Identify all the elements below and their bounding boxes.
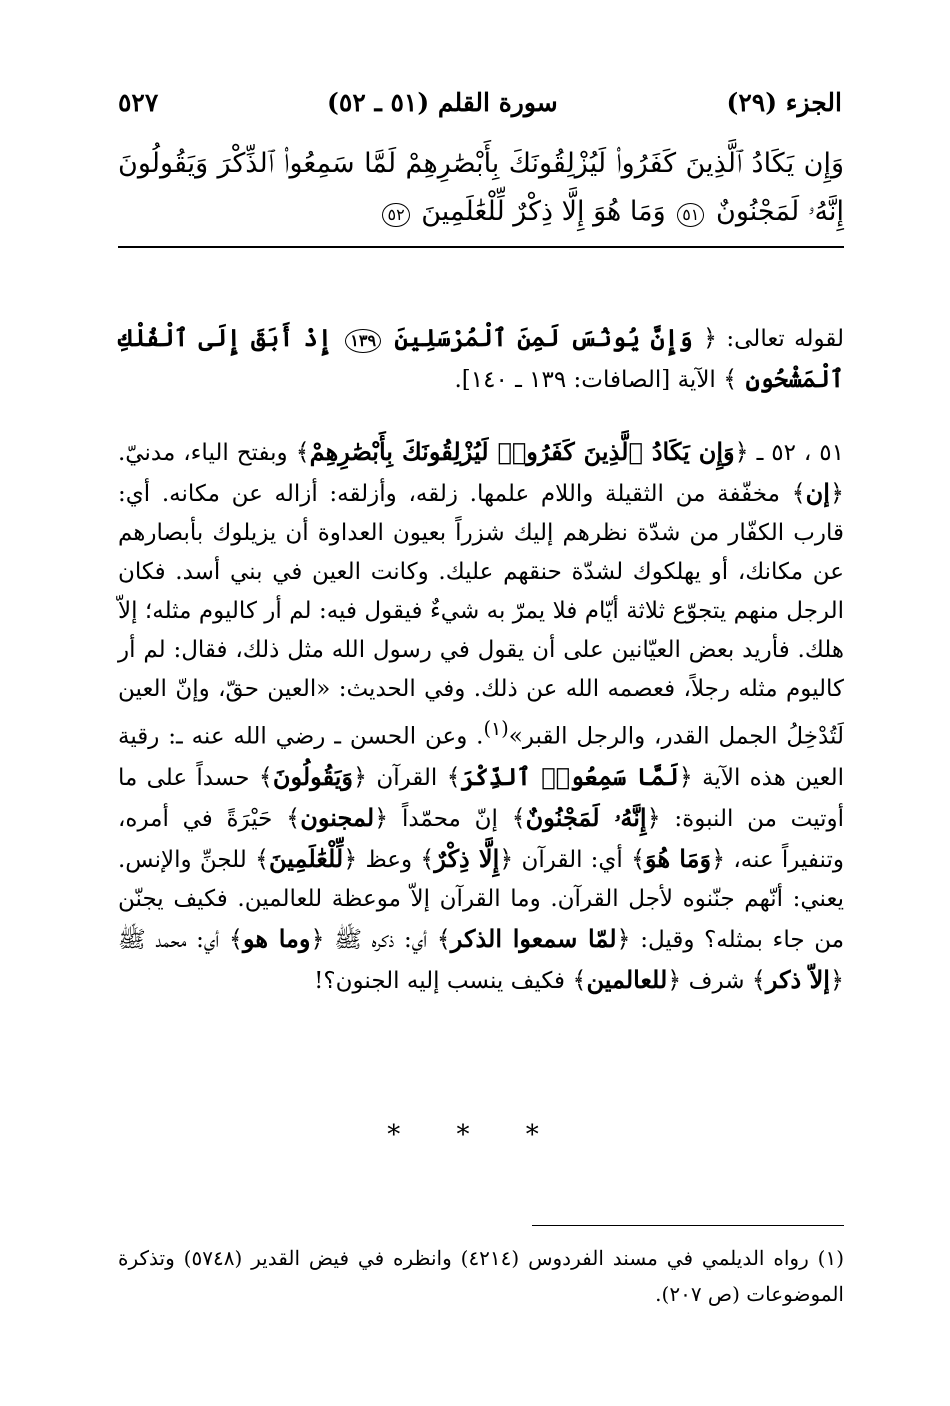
ayah-number-52: ٥٢ [382,203,409,227]
page-number: ٥٢٧ [118,87,159,117]
quran-quote: ﴿للعالمين﴾ [572,964,682,994]
quran-quote: ﴿إِلَّا ذِكْرٌ﴾ [420,843,514,873]
commentary-text: حَيْرَةً في أمره، وتنفيراً عنه، [118,805,845,873]
commentary-paragraph-1 [118,318,844,400]
quran-quote: ﴿لِّلْعَٰلَمِينَ﴾ [254,843,358,873]
footnote-reference[interactable]: (١) [483,717,509,740]
commentary-text: وبفتح الياء، مدنيّ. [118,440,288,466]
commentary-text: إنّ محمّداً [401,805,498,832]
section-separator: * * * [387,1120,563,1150]
commentary-text: فكيف ينسب إليه الجنون؟! [314,967,566,994]
verse-text-52: وَمَا هُوَ إِلَّا ذِكْرٌ لِّلْعَٰلَمِينَ [421,196,666,227]
quran-quote: ﴿لَمَّا سَمِعُوا۟ ٱلذِّكْرَ﴾ [446,761,693,791]
ayah-number: ١٣٩ [345,329,381,353]
verse-divider [118,246,844,248]
quran-verse-block [118,140,844,236]
commentary-paragraph-2 [118,432,844,1001]
quran-quote: ﴿إلاّ ذكر﴾ [751,964,844,994]
quran-quote: ﴿وَإِن يَكَادُ ٱلَّذِينَ كَفَرُوا۟ لَيُزْلِقُونَكَ بِأَبْصَٰرِهِمْ﴾ [295,437,749,466]
commentary-text: أي: محمد ﷺ [118,926,220,953]
verse-text-51: وَإِن يَكَادُ ٱلَّذِينَ كَفَرُوا۟ لَيُزْلِقُونَكَ بِأَبْصَٰرِهِمْ لَمَّا سَمِعُوا۟ ٱلذِّكْرَ وَيَقُولُونَ إِنَّهُۥ لَمَجْنُونٌ [118,148,844,227]
juz-label: الجزء (٢٩) [726,87,842,117]
quran-quote: ﴿لمجنون﴾ [286,802,389,832]
quran-quote: ﴿ وَإِنَّ يُونُسَ لَمِنَ ٱلْمُرْسَلِينَ ١٣٩ إِذْ أَبَقَ إِلَى ٱلْفُلْكِ ٱلْمَشْحُونِ ﴾ [118,323,844,393]
quran-quote: ﴿وَيَقُولُونَ﴾ [258,761,368,791]
quran-quote: ﴿وَمَا هُوَ﴾ [630,843,726,873]
quran-quote: ﴿إِنَّهُۥ لَمَجْنُونٌ﴾ [511,802,661,832]
commentary-text: القرآن [376,764,438,791]
footnote-marker: (١) [817,1246,845,1270]
commentary-text: وعظ [365,846,413,873]
commentary-text: مخفّفة من الثقيلة واللام علمها. زلقه، وأزلقه: أزاله عن مكانه. أي: قارب الكفّار من شدّة نظرهم إليك شزراً بعيون العداوة أن يزيلوك بأبصارهم عن مكانك، أو يهلكوك لشدّة حنقهم عليك. وكانت العين في بني أسد. فكان الرجل منهم يتجوّع ثلاثة أيّام فلا يمرّ به شيءٌ فيقول فيه: لم أر كاليوم مثله؛ إلاّ هلك. فأريد بعض العيّانين على أن يقول في رسول الله مثل ذلك، فقال: لم أر كاليوم مثله رجلاً، فعصمه الله عن ذلك. وفي الحديث: «العين حقّ، وإنّ العين لَتُدْخِلُ الجمل القدر، والرجل القبر» [118,481,844,750]
para1-outro: الآية [الصافات: ١٣٩ ـ ١٤٠]. [454,367,716,393]
verse-range-label: ٥١ ، ٥٢ ـ [756,440,844,466]
footnote [118,1240,844,1312]
commentary-text: . وعن الحسن ـ رضي الله عنه ـ: رقية العين هذه الآية [118,723,845,791]
commentary-text: أي: ذكره ﷺ [334,926,428,953]
page-header [118,82,842,122]
commentary-text: أي: القرآن [521,846,623,873]
quran-quote: ﴿إن﴾ [791,478,845,507]
footnote-divider [532,1225,844,1226]
surah-title: سورة القلم (٥١ ـ ٥٢) [327,87,558,117]
para1-intro: لقوله تعالى: [726,326,844,352]
commentary-text: حسداً على ما أوتيت من النبوة: [118,764,845,832]
commentary-text: للجنِّ والإنس. يعني: أنّهم جنّنوه لأجل القرآن. وما القرآن إلاّ موعظة للعالمين. فكيف يجنّن من جاء بمثله؟ وقيل: [118,846,845,953]
quran-quote: ﴿وما هو﴾ [228,923,325,953]
ayah-number-51: ٥١ [677,203,704,227]
quran-quote: ﴿لمّا سمعوا الذكر﴾ [436,923,631,953]
commentary-text: شرف [688,967,745,994]
footnote-text: رواه الديلمي في مسند الفردوس (٤٢١٤) وانظره في فيض القدير (٥٧٤٨) وتذكرة الموضوعات (ص ٢٠٧). [118,1246,844,1306]
